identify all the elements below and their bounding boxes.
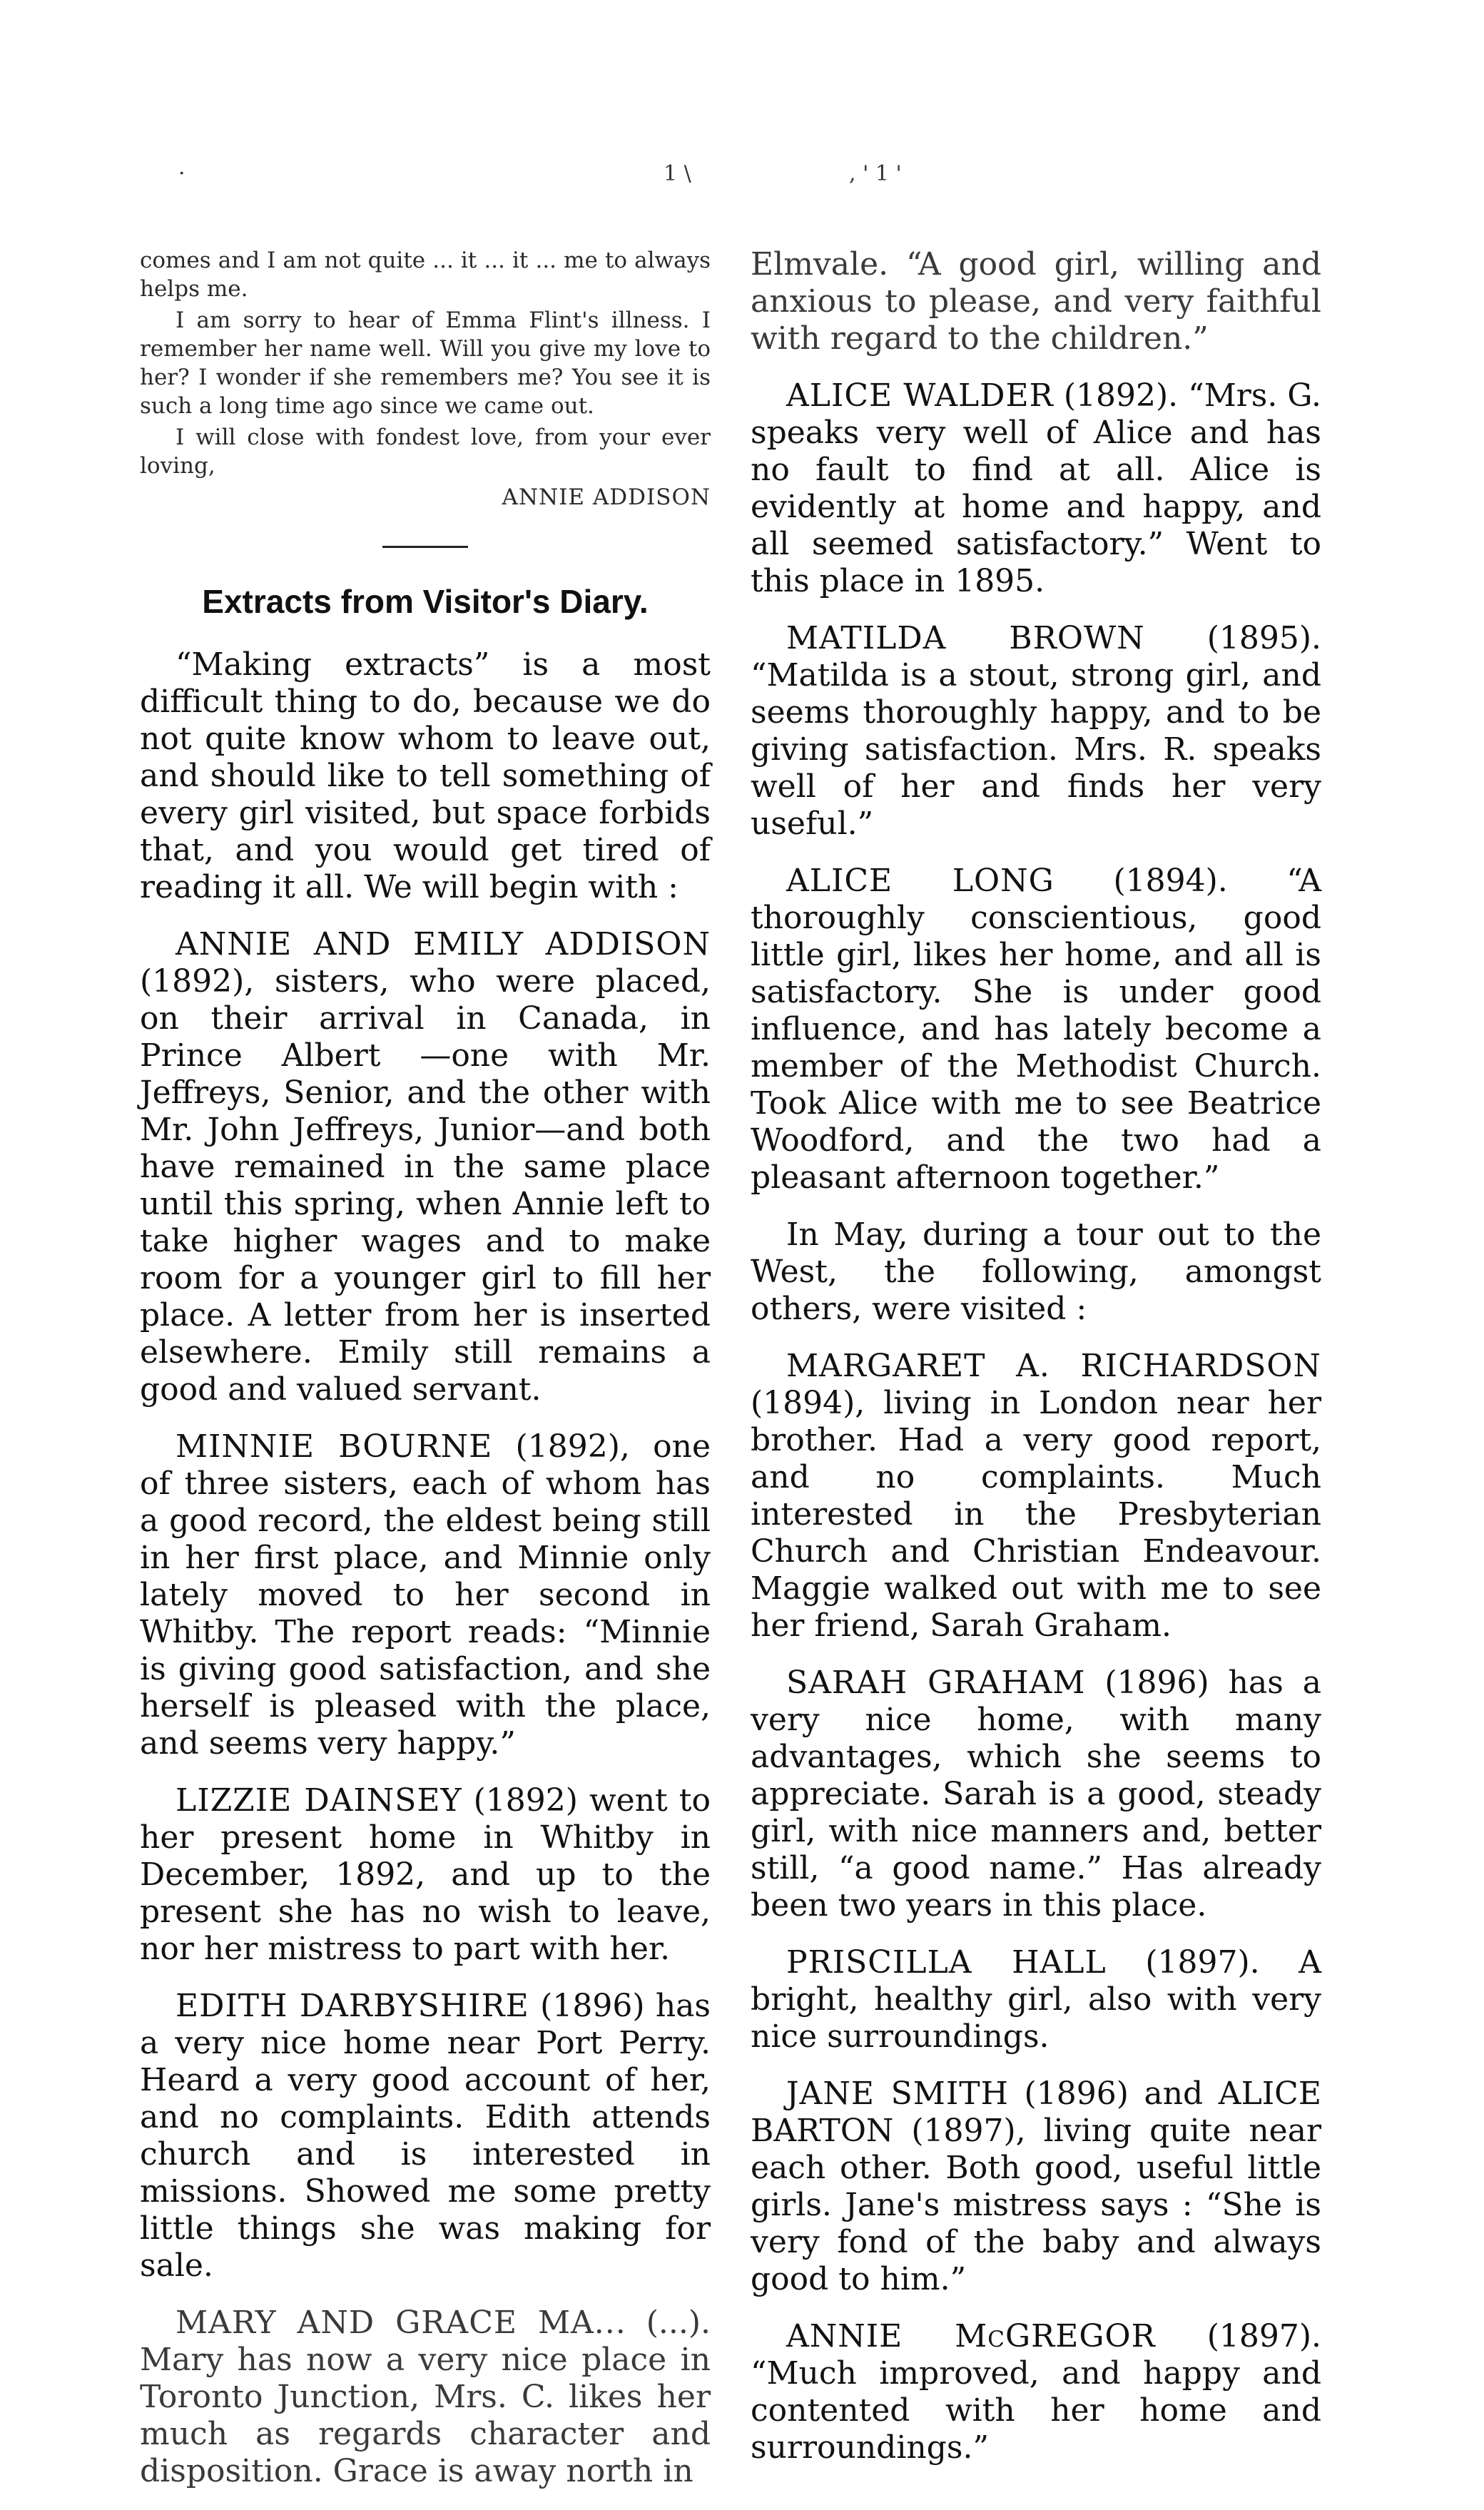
entry-text: (1897). A bright, healthy girl, also with very nice surroundings. bbox=[751, 1944, 1321, 2055]
entry-text: (1894). “A thoroughly conscientious, good little girl, likes her home, and all is satisfactory. She is under good influence, and has lately become a member of the Methodist Church. Took Alice with me to see Beatrice Woodford, and the two had a pleasant afternoon together.” bbox=[751, 863, 1321, 1196]
entry-text: (1892), one of three sisters, each of whom has a good record, the eldest being still in her first place, and Minnie only lately moved to her second in Whitby. The report reads: “Minnie is giving good satisfaction, and she herself is pleased with the place, and seems very happy.” bbox=[140, 1428, 711, 1762]
entry-name: ANNIE AND EMILY ADDISON bbox=[176, 926, 711, 962]
diary-entry bbox=[751, 1944, 1321, 2056]
diary-entry bbox=[140, 926, 711, 1408]
diary-entry bbox=[751, 377, 1321, 600]
entry-name: ANNIE McGREGOR bbox=[786, 2318, 1156, 2354]
diary-entry bbox=[140, 646, 711, 906]
entry-name: JANE SMITH bbox=[786, 2075, 1009, 2112]
entry-name: MINNIE BOURNE bbox=[176, 1428, 493, 1465]
diary-entry bbox=[751, 2318, 1321, 2466]
entry-text: (...). Mary has now a very nice place in Toronto Junction, Mrs. C. likes her much as regards character and disposition. Grace is away north in bbox=[140, 2305, 711, 2489]
diary-entry bbox=[751, 1665, 1321, 1924]
letter-excerpt bbox=[140, 246, 711, 512]
entry-text: (1896) and ALICE BARTON (1897), living quite near each other. Both good, useful little girls. Jane's mistress says : “She is very fond of the baby and always good to him.” bbox=[751, 2075, 1321, 2297]
diary-entry bbox=[751, 620, 1321, 843]
entry-text: In May, during a tour out to the West, the following, amongst others, were visited : bbox=[751, 1216, 1321, 1327]
right-column bbox=[751, 246, 1321, 2486]
entry-text: (1892) went to her present home in Whitby in December, 1892, and up to the present she has no wish to leave, nor her mistress to part with her. bbox=[140, 1782, 711, 1967]
entry-name: MARY AND GRACE MA... bbox=[176, 2305, 626, 2341]
letter-paragraph: comes and I am not quite ... it ... it ... me to always helps me. bbox=[140, 248, 711, 302]
diary-entry bbox=[751, 2075, 1321, 2298]
diary-entry bbox=[140, 1988, 711, 2285]
header-mark-left: · bbox=[178, 161, 186, 186]
entry-text: (1896) has a very nice home near Port Perry. Heard a very good account of her, and no complaints. Edith attends church and is interested in missions. Showed me some pretty little things she was making for sale. bbox=[140, 1988, 711, 2284]
diary-entry bbox=[751, 1348, 1321, 1645]
diary-entry bbox=[140, 2305, 711, 2490]
diary-entry bbox=[751, 863, 1321, 1196]
section-divider bbox=[382, 546, 468, 548]
diary-entry bbox=[140, 1428, 711, 1762]
entry-text: (1892), sisters, who were placed, on their arrival in Canada, in Prince Albert —one with Mr. Jeffreys, Senior, and the other with Mr. John Jeffreys, Junior—and both have remained in the same place until this spring, when Annie left to take higher wages and to make room for a younger girl to fill her place. A letter from her is inserted elsewhere. Emily still remains a good and valued servant. bbox=[140, 963, 711, 1408]
entry-text: (1892). “Mrs. G. speaks very well of Alice and has no fault to find at all. Alice is evidently at home and happy, and all seemed satisfactory.” Went to this place in 1895. bbox=[751, 377, 1321, 599]
entry-name: LIZZIE DAINSEY bbox=[176, 1782, 462, 1819]
diary-entry bbox=[751, 1216, 1321, 1328]
entry-text: (1896) has a very nice home, with many advantages, which she seems to appreciate. Sarah is a good, steady girl, with nice manners and, better still, “a good name.” Has already been two years in this place. bbox=[751, 1665, 1321, 1924]
entry-text: Elmvale. “A good girl, willing and anxious to please, and very faithful with regard to the children.” bbox=[751, 246, 1321, 357]
entry-name: EDITH DARBYSHIRE bbox=[176, 1988, 529, 2024]
header-mark-right: , ' 1 ' bbox=[849, 161, 902, 186]
diary-entry bbox=[140, 1782, 711, 1968]
entry-name: ALICE WALDER bbox=[786, 377, 1054, 414]
letter-paragraph: I am sorry to hear of Emma Flint's illness. I remember her name well. Will you give my love to her? I wonder if she remembers me? You see it is such a long time ago since we came out. bbox=[140, 308, 711, 419]
letter-paragraph: I will close with fondest love, from your ever loving, bbox=[140, 425, 711, 479]
entry-text: (1895). “Matilda is a stout, strong girl, and seems thoroughly happy, and to be giving satisfaction. Mrs. R. speaks well of her and finds her very useful.” bbox=[751, 620, 1321, 842]
entry-text: (1894), living in London near her brother. Had a very good report, and no complaints. Much interested in the Presbyterian Church and Christian Endeavour. Maggie walked out with me to see her friend, Sarah Graham. bbox=[751, 1385, 1321, 1644]
section-title: Extracts from Visitor's Diary. bbox=[202, 583, 649, 620]
entry-name: PRISCILLA HALL bbox=[786, 1944, 1107, 1981]
entry-name: ALICE LONG bbox=[786, 863, 1054, 899]
diary-entry-continued bbox=[751, 246, 1321, 357]
entry-text: “Making extracts” is a most difficult thing to do, because we do not quite know whom to leave out, and should like to tell something of every girl visited, but space forbids that, and you would get tired of reading it all. We will begin with : bbox=[140, 646, 711, 905]
header-mark-middle: 1 \ bbox=[664, 161, 691, 186]
entry-name: MATILDA BROWN bbox=[786, 620, 1145, 656]
entry-name: SARAH GRAHAM bbox=[786, 1665, 1086, 1701]
left-column bbox=[140, 246, 711, 2510]
running-header bbox=[0, 161, 1484, 190]
letter-signature: ANNIE ADDISON bbox=[502, 484, 711, 510]
entry-text: (1897). “Much improved, and happy and contented with her home and surroundings.” bbox=[751, 2318, 1321, 2466]
entry-name: MARGARET A. RICHARDSON bbox=[786, 1348, 1321, 1384]
